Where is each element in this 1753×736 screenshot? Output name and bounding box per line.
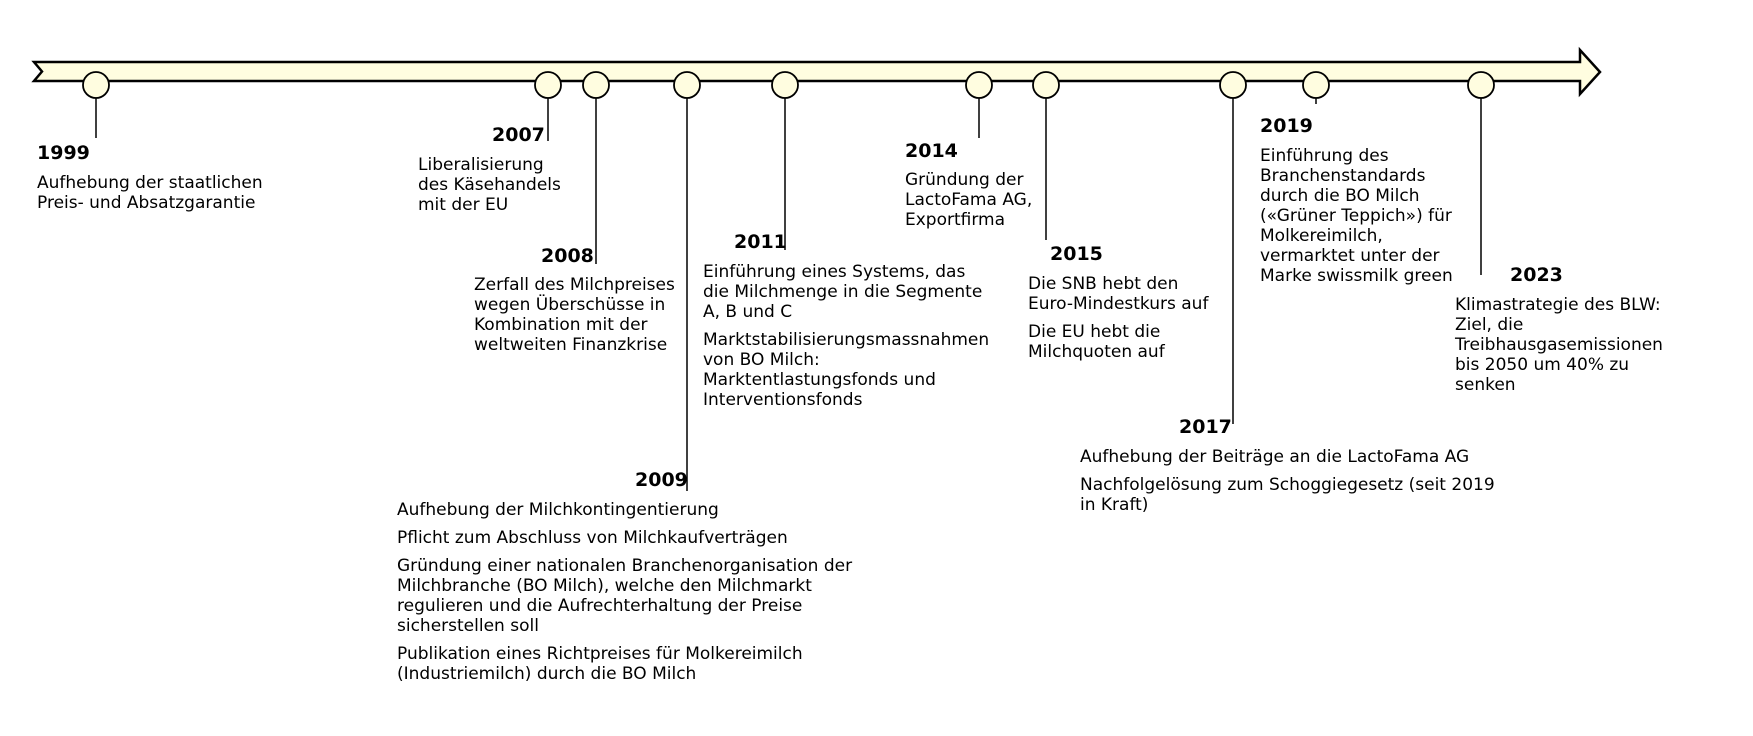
event-marker	[1468, 72, 1494, 98]
event-marker	[83, 72, 109, 98]
event-year: 2009	[635, 469, 688, 491]
event-year: 2008	[541, 245, 594, 267]
timeline-arrow	[34, 50, 1600, 94]
event-description	[37, 173, 277, 221]
event-year: 2015	[1050, 243, 1103, 265]
event-line: Publikation eines Richtpreises für Molkereimilch (Industriemilch) durch die BO Milch	[397, 644, 803, 684]
event-description	[905, 170, 1050, 238]
event-line: Gründung einer nationalen Branchenorganisation der Milchbranche (BO Milch), welche den Milchmarkt regulieren und die Aufrechterhaltung der Preise sicherstellen soll	[397, 556, 853, 636]
event-description	[1028, 274, 1228, 370]
event-line: Klimastrategie des BLW: Ziel, die Treibhausgasemissionen bis 2050 um 40% zu senken	[1455, 295, 1663, 395]
event-line: Marktstabilisierungsmassnahmen von BO Milch: Marktentlastungsfonds und Interventionsfonds	[703, 330, 990, 410]
event-description	[397, 500, 867, 692]
event-line: Zerfall des Milchpreises wegen Überschüsse in Kombination mit der weltweiten Finanzkrise	[474, 275, 675, 355]
event-marker	[674, 72, 700, 98]
event-line: Aufhebung der Beiträge an die LactoFama AG	[1080, 447, 1470, 467]
event-marker	[1303, 72, 1329, 98]
event-marker	[966, 72, 992, 98]
event-marker	[535, 72, 561, 98]
event-line: Einführung eines Systems, das die Milchmenge in die Segmente A, B und C	[703, 262, 983, 322]
event-year: 2019	[1260, 115, 1313, 137]
event-line: Nachfolgelösung zum Schoggiegesetz (seit 2019 in Kraft)	[1080, 475, 1495, 515]
event-line: Gründung der LactoFama AG, Exportfirma	[905, 170, 1033, 230]
event-year: 2017	[1179, 416, 1232, 438]
event-line: Die EU hebt die Milchquoten auf	[1028, 322, 1165, 362]
event-line: Pflicht zum Abschluss von Milchkaufverträgen	[397, 528, 788, 548]
event-line: Die SNB hebt den Euro-Mindestkurs auf	[1028, 274, 1209, 314]
event-line: Aufhebung der Milchkontingentierung	[397, 500, 719, 520]
event-marker	[1033, 72, 1059, 98]
event-description	[1080, 447, 1500, 523]
event-year: 2023	[1510, 264, 1563, 286]
event-description	[703, 262, 993, 418]
event-description	[418, 155, 573, 223]
event-marker	[583, 72, 609, 98]
event-description	[1455, 295, 1673, 403]
event-year: 1999	[37, 142, 90, 164]
event-marker	[772, 72, 798, 98]
event-line: Liberalisierung des Käsehandels mit der EU	[418, 155, 561, 215]
event-description	[1260, 146, 1460, 294]
event-description	[474, 275, 684, 363]
event-year: 2011	[734, 231, 787, 253]
event-year: 2007	[492, 124, 545, 146]
event-year: 2014	[905, 140, 958, 162]
event-marker	[1220, 72, 1246, 98]
event-line: Einführung des Branchenstandards durch die BO Milch («Grüner Teppich») für Molkereimilch, vermarktet unter der Marke swissmilk green	[1260, 146, 1453, 286]
event-line: Aufhebung der staatlichen Preis- und Absatzgarantie	[37, 173, 263, 213]
